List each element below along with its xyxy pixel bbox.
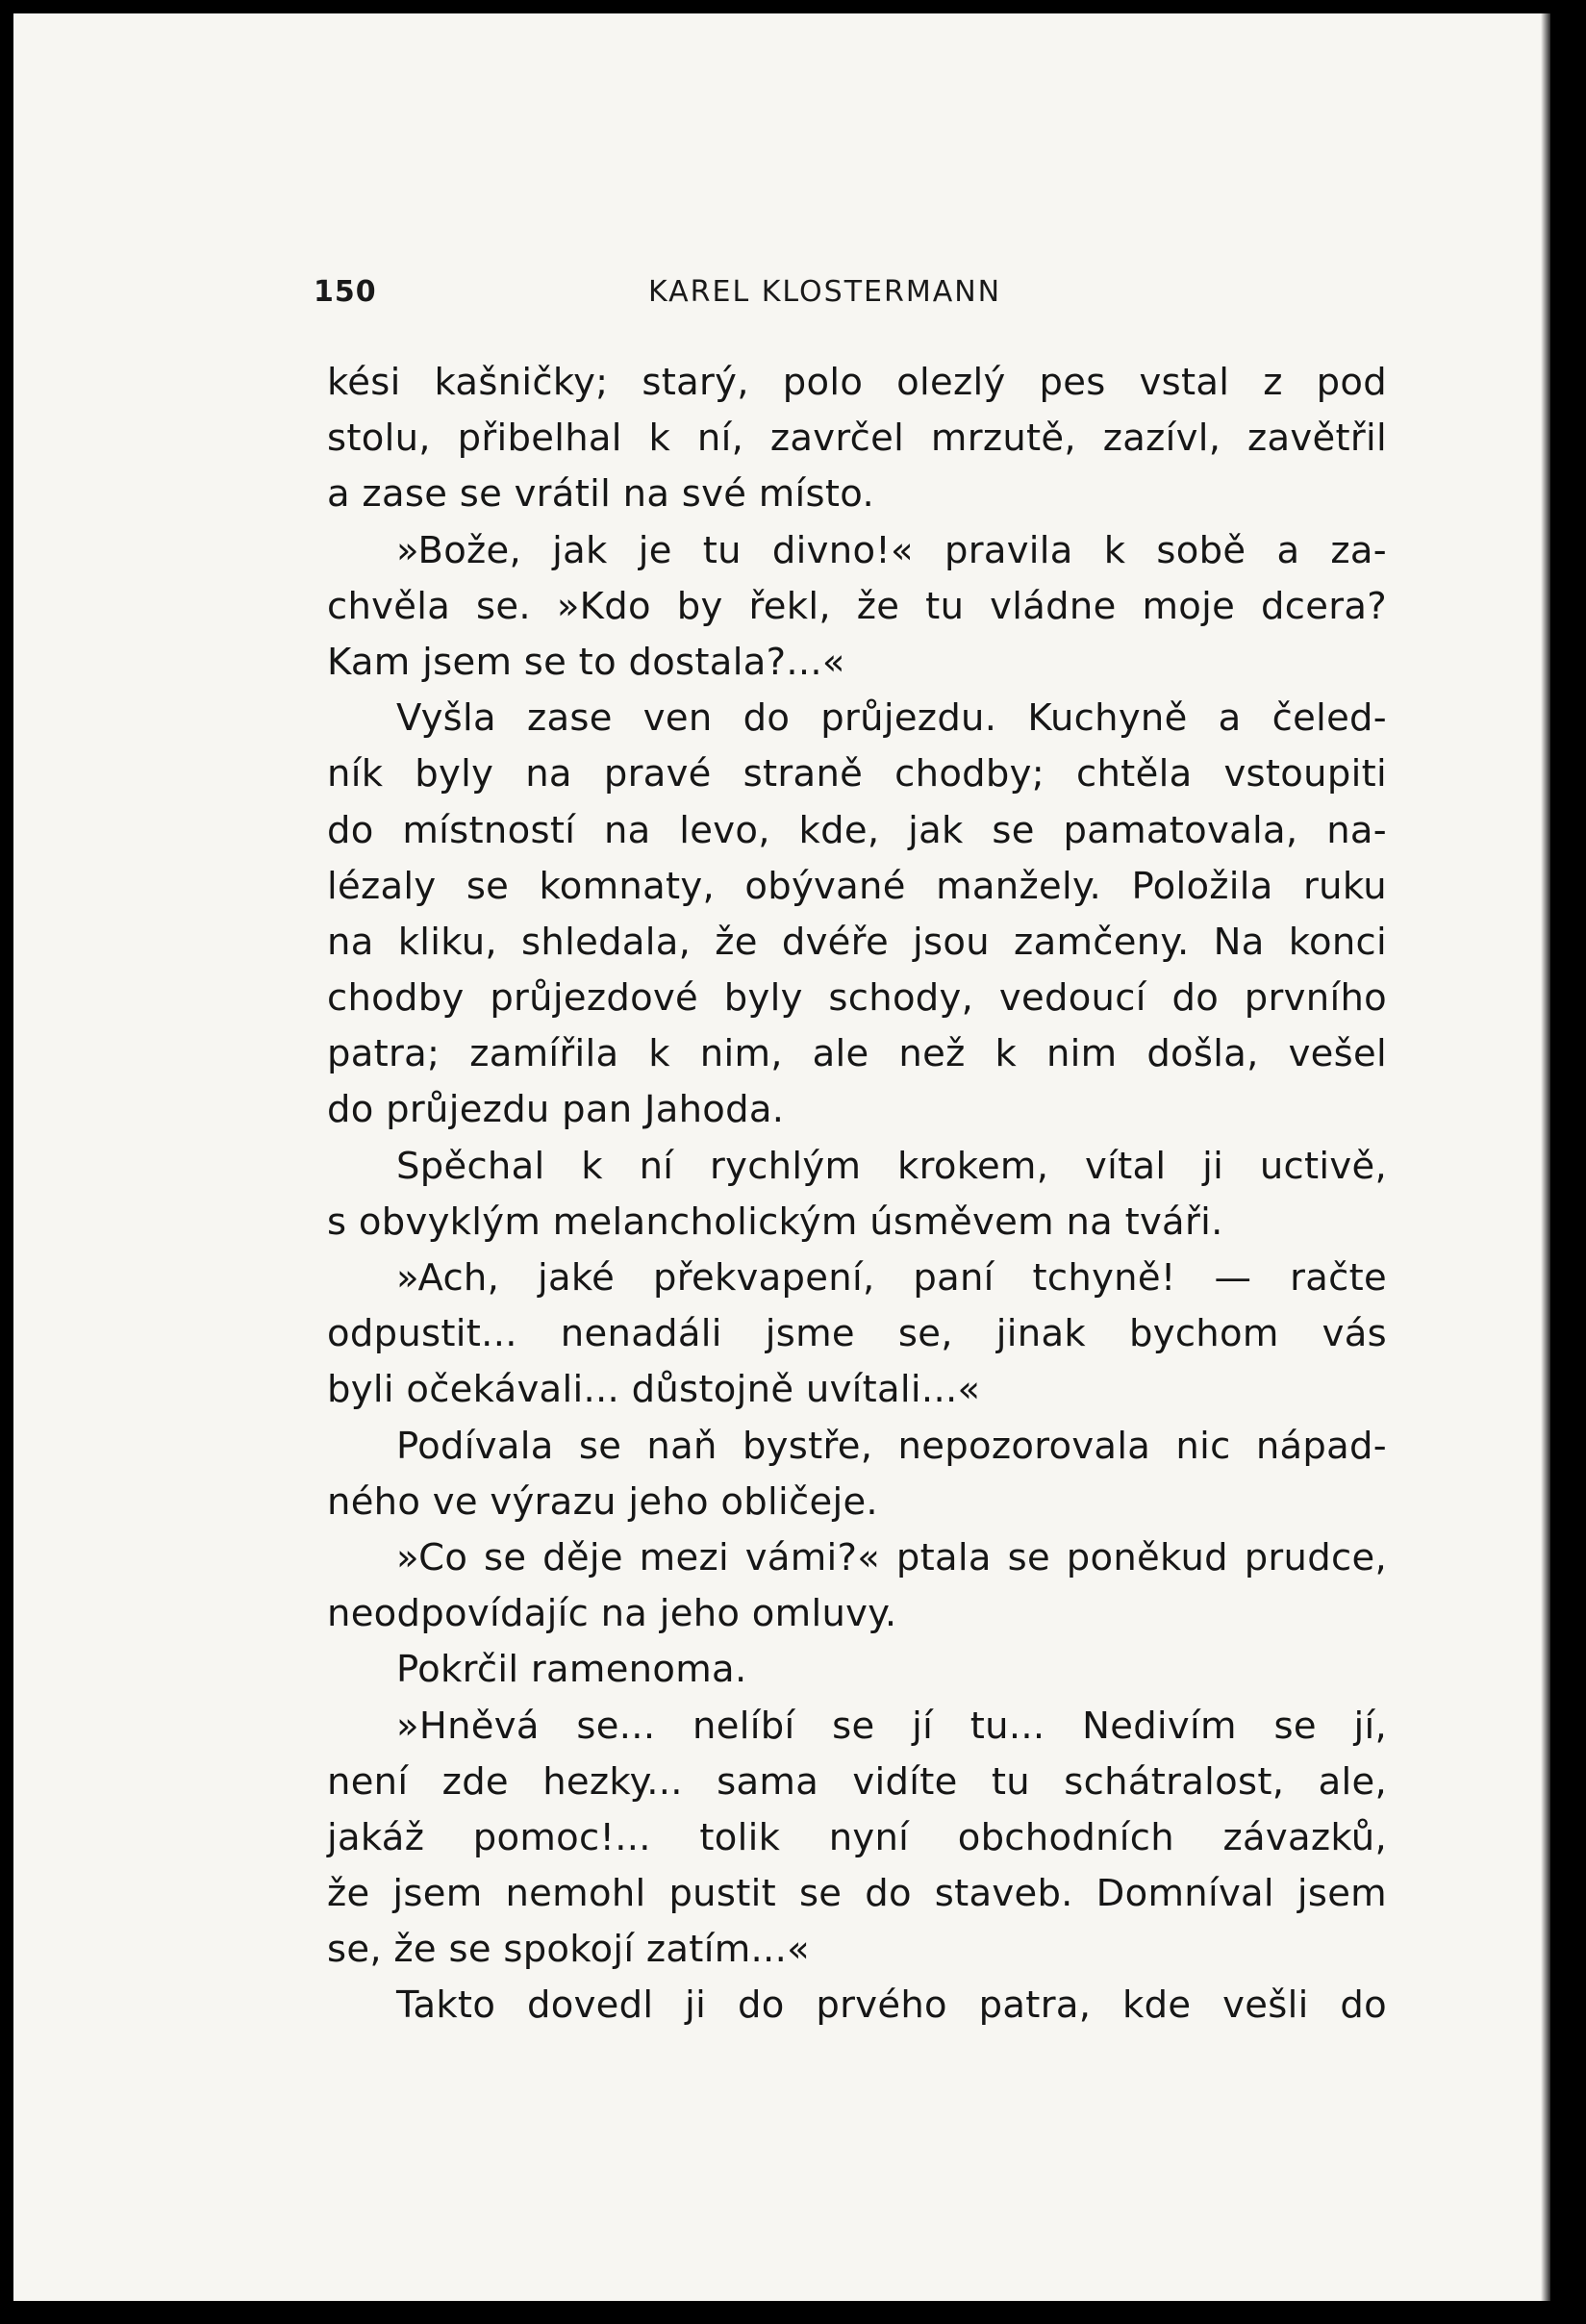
text-line: »Ach, jaké překvapení, paní tchyně! — račte xyxy=(396,1256,1387,1300)
text-line: »Bože, jak je tu divno!« pravila k sobě a za- xyxy=(396,528,1387,572)
text-line: lézaly se komnaty, obývané manžely. Položila ruku xyxy=(327,864,1387,908)
text-line: s obvyklým melancholickým úsměvem na tváři. xyxy=(327,1200,1223,1244)
book-page xyxy=(13,13,1550,2301)
page-number: 150 xyxy=(314,275,377,309)
text-line: jakáž pomoc!... tolik nyní obchodních závazků, xyxy=(327,1815,1387,1859)
text-line: a zase se vrátil na své místo. xyxy=(327,472,874,517)
scan-edge-shadow xyxy=(1541,13,1550,2301)
text-line: Vyšla zase ven do průjezdu. Kuchyně a čeled- xyxy=(396,696,1387,741)
text-line: stolu, přibelhal k ní, zavrčel mrzutě, zazívl, zavětřil xyxy=(327,417,1387,461)
text-line: Podívala se naň bystře, nepozorovala nic nápad- xyxy=(396,1424,1387,1468)
text-line: že jsem nemohl pustit se do staveb. Domníval jsem xyxy=(327,1872,1387,1916)
text-line: kési kašničky; starý, polo olezlý pes vstal z pod xyxy=(327,361,1387,404)
body-text xyxy=(327,355,1387,2034)
text-line: chodby průjezdové byly schody, vedoucí do prvního xyxy=(327,976,1387,1021)
text-line: ník byly na pravé straně chodby; chtěla vstoupiti xyxy=(327,752,1387,796)
text-line: do průjezdu pan Jahoda. xyxy=(327,1088,785,1132)
text-line: byli očekávali... důstojně uvítali...« xyxy=(327,1368,981,1412)
running-title: KAREL KLOSTERMANN xyxy=(648,275,1002,309)
text-line: »Hněvá se... nelíbí se jí tu... Nedivím se jí, xyxy=(396,1704,1387,1748)
text-line: »Co se děje mezi vámi?« ptala se poněkud prudce, xyxy=(396,1535,1387,1579)
text-line: Kam jsem se to dostala?...« xyxy=(327,640,845,684)
page-header xyxy=(314,275,1058,314)
text-line: Pokrčil ramenoma. xyxy=(396,1648,747,1692)
text-line: Spěchal k ní rychlým krokem, vítal ji uctivě, xyxy=(396,1144,1387,1188)
text-line: patra; zamířila k nim, ale než k nim došla, vešel xyxy=(327,1032,1387,1076)
text-line: není zde hezky... sama vidíte tu schátralost, ale, xyxy=(327,1759,1387,1804)
text-line: odpustit... nenadáli jsme se, jinak bychom vás xyxy=(327,1312,1387,1356)
text-line: ného ve výrazu jeho obličeje. xyxy=(327,1479,878,1524)
text-line: neodpovídajíc na jeho omluvy. xyxy=(327,1592,897,1636)
text-line: chvěla se. »Kdo by řekl, že tu vládne moje dcera? xyxy=(327,584,1387,628)
text-line: se, že se spokojí zatím...« xyxy=(327,1928,810,1972)
text-line: do místností na levo, kde, jak se pamatovala, na- xyxy=(327,808,1387,852)
text-line: na kliku, shledala, že dvéře jsou zamčeny. Na konci xyxy=(327,920,1387,964)
text-line: Takto dovedl ji do prvého patra, kde vešli do xyxy=(396,1983,1387,2028)
